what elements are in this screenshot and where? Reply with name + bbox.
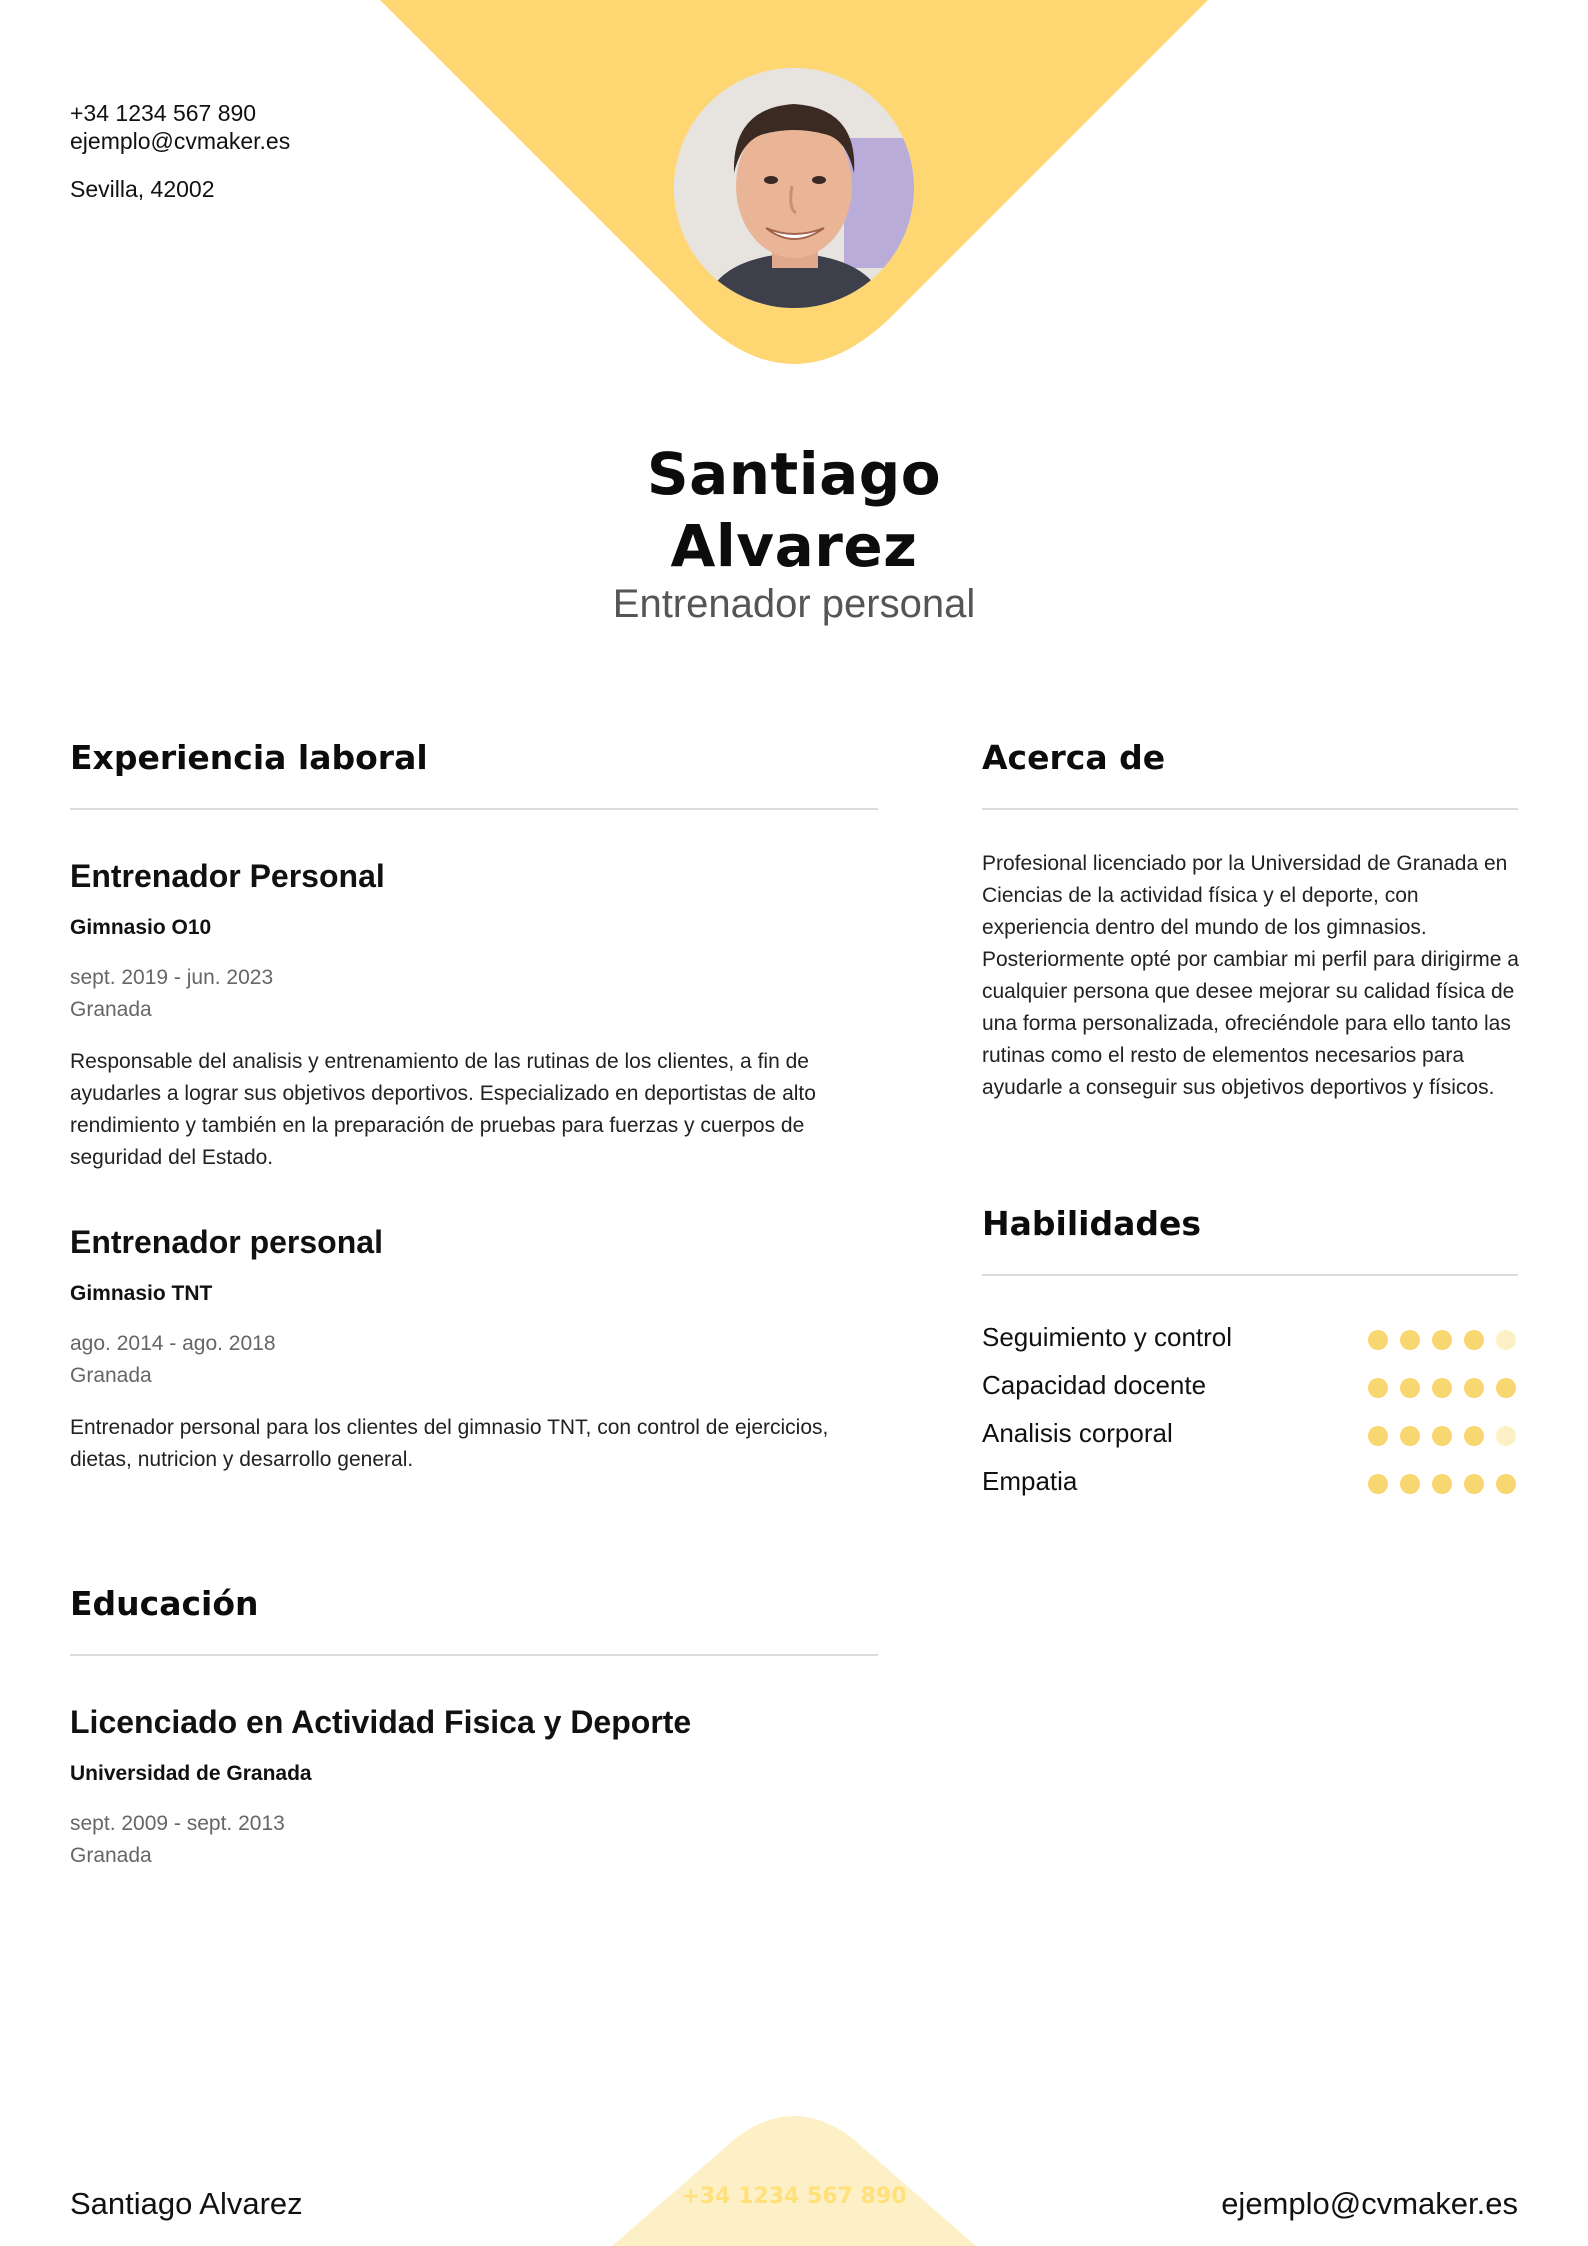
skill-dot-filled bbox=[1432, 1426, 1452, 1446]
contact-email: ejemplo@cvmaker.es bbox=[70, 128, 291, 154]
skill-level-dots bbox=[1368, 1426, 1516, 1446]
experience-2-dates: ago. 2014 - ago. 2018 bbox=[70, 1332, 276, 1355]
education-1-title: Licenciado en Actividad Fisica y Deporte bbox=[70, 1704, 692, 1740]
experience-1-title: Entrenador Personal bbox=[70, 858, 385, 894]
skill-dot-filled bbox=[1464, 1426, 1484, 1446]
experience-2-location: Granada bbox=[70, 1364, 152, 1387]
first-name: Santiago bbox=[646, 440, 942, 508]
experience-heading: Experiencia laboral bbox=[70, 738, 428, 777]
skill-dot-filled bbox=[1496, 1474, 1516, 1494]
skill-row bbox=[982, 1370, 1522, 1410]
skill-dot-filled bbox=[1432, 1330, 1452, 1350]
contact-location: Sevilla, 42002 bbox=[70, 176, 215, 202]
experience-2-title: Entrenador personal bbox=[70, 1224, 383, 1260]
footer-phone: +34 1234 567 890 bbox=[681, 2184, 907, 2209]
skill-row bbox=[982, 1322, 1522, 1362]
experience-1-org: Gimnasio O10 bbox=[70, 916, 212, 939]
experience-1-description: Responsable del analisis y entrenamiento de las rutinas de los clientes, a fin de ayudarles a lograr sus objetivos deportivos. Especializado en deportistas de alto rendimiento y también en la preparación de pruebas para fuerzas y cuerpos de seguridad del Estado. bbox=[70, 1050, 816, 1169]
experience-2-org: Gimnasio TNT bbox=[70, 1282, 213, 1305]
skill-dot-filled bbox=[1464, 1378, 1484, 1398]
skill-name: Seguimiento y control bbox=[982, 1322, 1233, 1352]
skill-dot-filled bbox=[1400, 1474, 1420, 1494]
skill-dot-empty bbox=[1496, 1426, 1516, 1446]
skills-heading: Habilidades bbox=[982, 1204, 1201, 1243]
skill-level-dots bbox=[1368, 1474, 1516, 1494]
contact-phone: +34 1234 567 890 bbox=[70, 100, 257, 126]
skill-dot-filled bbox=[1368, 1426, 1388, 1446]
experience-divider bbox=[70, 808, 878, 810]
about-heading: Acerca de bbox=[982, 738, 1166, 777]
profile-photo bbox=[674, 68, 914, 308]
skill-level-dots bbox=[1368, 1330, 1516, 1350]
education-1-org: Universidad de Granada bbox=[70, 1762, 312, 1785]
education-1-location: Granada bbox=[70, 1844, 152, 1867]
footer-name: Santiago Alvarez bbox=[70, 2186, 303, 2221]
skill-dot-filled bbox=[1432, 1378, 1452, 1398]
job-title: Entrenador personal bbox=[612, 582, 976, 626]
about-text: Profesional licenciado por la Universidad de Granada en Ciencias de la actividad física y el deporte, con experiencia dentro del mundo de los gimnasios. Posteriormente opté por cambiar mi perfil para dirigirme a cualquier persona que desee mejorar su calidad física de una forma personalizada, ofreciéndole para ello tanto las rutinas como el resto de elementos necesarios para ayudarle a conseguir sus objetivos deportivos y físicos. bbox=[982, 852, 1519, 1099]
skill-dot-filled bbox=[1464, 1474, 1484, 1494]
skills-divider bbox=[982, 1274, 1518, 1276]
skill-dot-filled bbox=[1400, 1378, 1420, 1398]
footer-decoration bbox=[0, 2110, 1588, 2246]
skill-name: Analisis corporal bbox=[982, 1418, 1173, 1448]
skill-dot-empty bbox=[1496, 1330, 1516, 1350]
education-1-dates: sept. 2009 - sept. 2013 bbox=[70, 1812, 285, 1835]
skill-dot-filled bbox=[1368, 1474, 1388, 1494]
skill-level-dots bbox=[1368, 1378, 1516, 1398]
skill-dot-filled bbox=[1432, 1474, 1452, 1494]
skill-name: Empatia bbox=[982, 1466, 1078, 1496]
footer-email: ejemplo@cvmaker.es bbox=[1221, 2186, 1518, 2221]
skill-dot-filled bbox=[1400, 1330, 1420, 1350]
skill-name: Capacidad docente bbox=[982, 1370, 1207, 1400]
experience-2-description: Entrenador personal para los clientes del gimnasio TNT, con control de ejercicios, dietas, nutricion y desarrollo general. bbox=[70, 1416, 829, 1471]
about-divider bbox=[982, 808, 1518, 810]
experience-1-location: Granada bbox=[70, 998, 152, 1021]
experience-1-dates: sept. 2019 - jun. 2023 bbox=[70, 966, 274, 989]
skill-row bbox=[982, 1466, 1522, 1506]
skill-dot-filled bbox=[1496, 1378, 1516, 1398]
skill-dot-filled bbox=[1368, 1330, 1388, 1350]
skill-dot-filled bbox=[1368, 1378, 1388, 1398]
last-name: Alvarez bbox=[670, 512, 918, 580]
skill-dot-filled bbox=[1400, 1426, 1420, 1446]
education-divider bbox=[70, 1654, 878, 1656]
skill-dot-filled bbox=[1464, 1330, 1484, 1350]
education-heading: Educación bbox=[70, 1584, 259, 1623]
skill-row bbox=[982, 1418, 1522, 1458]
